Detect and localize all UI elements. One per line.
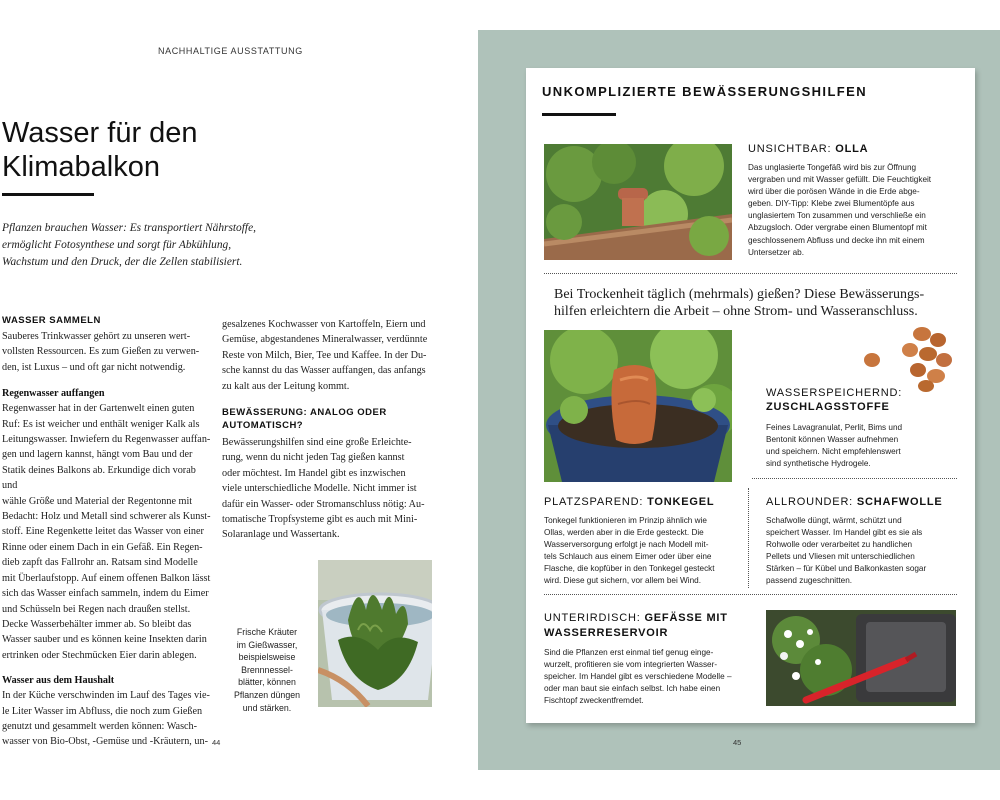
zuschlag-text — [766, 422, 961, 470]
reservoir-photo — [766, 610, 956, 706]
text-line: In der Küche verschwinden im Lauf des Tages vie- — [2, 690, 210, 702]
heading-prefix: ALLROUNDER: — [766, 496, 857, 508]
text-line: dieb zapft das Fallrohr an. Ratsam sind Modelle — [2, 557, 198, 569]
text-line: Tonkegel funktionieren im Prinzip ähnlich wie — [544, 516, 707, 525]
heading-prefix: PLATZSPAREND: — [544, 496, 648, 508]
text-line: geben. DIY-Tipp: Klebe zwei Blumentöpfe aus — [748, 199, 915, 209]
heading-line: BEWÄSSERUNG: ANALOG ODER — [222, 407, 387, 419]
text-line: oder möchtest. Im Handel gibt es inzwischen — [222, 467, 406, 479]
text-line: vergraben und mit Wasser gefüllt. Die Feuchtigkeit — [748, 175, 932, 185]
text-line: Fischtopf zweckentfremdet. — [544, 696, 644, 706]
text-line: Feines Lavagranulat, Perlit, Bims und — [766, 423, 903, 432]
subheading-regenwasser: Regenwasser auffangen — [2, 388, 105, 400]
schafwolle-heading — [766, 495, 943, 509]
quote-line: hilfen erleichtern die Arbeit – ohne Strom- und Wasseranschluss. — [554, 304, 918, 319]
tonkegel-heading — [544, 495, 714, 509]
text-line: Ruf: Es ist weicher und enthält weniger Kalk als — [2, 418, 200, 430]
divider-dotted — [544, 594, 957, 595]
text-line: sind synthetische Hydrogele. — [766, 459, 871, 469]
text-line: passend zugeschnitten. — [766, 576, 853, 586]
heading-bold: SCHAFWOLLE — [856, 496, 943, 508]
text-line: wasser von Bio-Obst, -Gemüse und -Kräutern, un- — [2, 736, 208, 748]
text-line: den, ist Luxus – und oft gar nicht notwendig. — [2, 361, 186, 373]
section-heading-bewaesserung — [222, 406, 432, 432]
text-line: Ollas, werden aber in die Erde gesteckt. Die — [544, 528, 704, 538]
text-line: sche kannst du das Wasser auffangen, das anfangs — [222, 365, 426, 377]
text-column-1 — [2, 314, 212, 750]
divider-dotted — [544, 273, 957, 274]
text-line: und speichern. Nicht empfehlenswert — [766, 447, 901, 457]
intro-line: Pflanzen brauchen Wasser: Es transportiert Nährstoffe, — [2, 222, 256, 234]
info-card — [526, 68, 975, 723]
paragraph — [2, 401, 212, 663]
text-line: sich das Wasser einfach sammeln, indem du Eimer — [2, 588, 209, 600]
text-line: Solaranlage und Wassertank. — [222, 529, 340, 541]
text-line: speicher. Im Handel gibt es verschiedene Modelle – — [544, 672, 732, 682]
text-line: le Liter Wasser im Abfluss, die noch zum Gießen — [2, 705, 203, 717]
text-line: dafür ein Wasser- oder Stromanschluss nötig: Au- — [222, 498, 425, 510]
heading-prefix: UNTERIRDISCH: — [544, 612, 645, 624]
tonkegel-photo — [544, 330, 732, 482]
caption-line: Brennnessel- — [241, 664, 293, 675]
caption-line: Frische Kräuter — [236, 627, 298, 637]
text-line: ertrinken oder Stechmücken Eier darin ablegen. — [2, 649, 197, 661]
heading-prefix: UNSICHTBAR: — [748, 143, 836, 155]
text-line: Gemüse, abgestandenes Mineralwasser, verdünnte — [222, 334, 428, 346]
card-title-rule — [542, 113, 616, 116]
pull-quote — [554, 286, 954, 320]
photo-caption — [226, 626, 308, 714]
divider-dotted — [752, 478, 957, 479]
paragraph — [222, 317, 432, 394]
text-line: genutzt und gesammelt werden können: Wasch- — [2, 720, 198, 732]
text-line: unglasiertem Ton zusammen und verschließe ein — [748, 211, 926, 221]
caption-line: und stärken. — [242, 702, 292, 713]
text-line: Flasche, die kopfüber in den Tonkegel gesteckt — [544, 564, 715, 574]
text-line: Leitungswasser. Inwiefern du Regenwasser auffan- — [2, 434, 211, 446]
text-line: Bedacht: Holz und Metall sind schwerer als Kunst- — [2, 511, 211, 523]
title-rule — [2, 193, 94, 196]
text-line: Statik deines Balkons ab. Erkundige dich vorab und — [2, 464, 196, 492]
heading-bold: WASSERRESERVOIR — [544, 627, 669, 639]
page-title-line-2: Klimabalkon — [2, 151, 160, 183]
text-line: vollsten Ressourcen. Es zum Gießen zu verwen- — [2, 346, 200, 358]
caption-line: blätter, können — [238, 677, 296, 688]
text-line: Abzugsloch. Oder vergrabe einen Blumentopf mit — [748, 223, 927, 233]
text-line: speichert Wasser. Im Handel gibt es sie als — [766, 528, 923, 538]
text-line: zu kalt aus der Leitung kommt. — [222, 380, 350, 392]
text-line: wird über die porösen Wände in die Erde abge- — [748, 187, 920, 197]
tonkegel-illustration — [544, 330, 732, 482]
heading-prefix: WASSERSPEICHERND: — [766, 387, 903, 399]
text-line: Wasserversorgung erfolgt je nach Modell mit- — [544, 540, 709, 550]
olla-text — [748, 162, 963, 259]
heading-bold: ZUSCHLAGSSTOFFE — [766, 401, 890, 413]
intro-line: Wachstum und den Druck, der die Zellen stabilisiert. — [2, 256, 243, 268]
text-line: Wasser sauber und es können keine Insekten darin — [2, 634, 207, 646]
running-head: NACHHALTIGE AUSSTATTUNG — [158, 46, 303, 56]
text-line: Regenwasser hat in der Gartenwelt einen guten — [2, 403, 195, 415]
text-line: Sind die Pflanzen erst einmal tief genug einge- — [544, 648, 714, 657]
page-title — [2, 116, 302, 184]
schafwolle-text — [766, 515, 966, 588]
text-line: mit Überlaufstopp. Auf einem offenen Balkon lässt — [2, 572, 211, 584]
text-line: wähle Größe und Material der Regentonne mit — [2, 495, 193, 507]
divider-dotted-vertical — [748, 488, 749, 588]
text-line: gen und lagern kannst, hängt vom Bau und der — [2, 449, 193, 461]
zuschlag-heading — [766, 386, 902, 414]
heading-bold: OLLA — [835, 143, 869, 155]
text-line: geschlossenem Abfluss und decke ihn mit einem — [748, 235, 925, 245]
text-line: wurzelt, profitieren sie vom integrierten Wasser- — [544, 660, 718, 670]
herb-bucket-illustration — [318, 560, 432, 707]
text-line: Schafwolle düngt, wärmt, schützt und — [766, 516, 902, 525]
text-column-2 — [222, 317, 432, 543]
text-line: Untersetzer ab. — [748, 247, 804, 257]
page-number-right: 45 — [733, 738, 742, 747]
caption-line: im Gießwasser, — [236, 639, 298, 650]
text-line: rung, wenn du nicht jeden Tag gießen kannst — [222, 452, 405, 464]
page-number-left: 44 — [212, 738, 221, 747]
text-line: Bewässerungshilfen sind eine große Erleichte- — [222, 437, 412, 449]
text-line: Stärken – für Kübel und Balkonkasten sogar — [766, 564, 927, 574]
text-line: oder man baut sie einfach selbst. Ich habe einen — [544, 684, 721, 694]
text-line: Reste von Milch, Bier, Tee und Kaffee. In der Du- — [222, 349, 427, 361]
reservoir-illustration — [766, 610, 956, 706]
text-line: Decke Wasserbehälter immer ab. So bleibt das — [2, 618, 192, 630]
section-heading-wasser-sammeln: WASSER SAMMELN — [2, 315, 101, 326]
text-line: gesalzenes Kochwasser von Kartoffeln, Eiern und — [222, 319, 426, 330]
text-line: tomatische Tropfsysteme gibt es auch mit Mini- — [222, 514, 418, 526]
olla-photo — [544, 144, 732, 260]
heading-bold: GEFÄSSE MIT — [644, 612, 728, 624]
text-line: stoff. Eine Regenkette leitet das Wasser von einer — [2, 526, 204, 538]
paragraph — [2, 329, 212, 375]
heading-line: AUTOMATISCH? — [222, 420, 304, 432]
text-line: wird. Diese gut sichern, vor allem bei Wind. — [544, 576, 701, 586]
caption-line: beispielsweise — [238, 652, 296, 663]
text-line: viele unterschiedliche Modelle. Nicht immer ist — [222, 483, 417, 495]
heading-bold: TONKEGEL — [647, 496, 715, 508]
intro-text — [2, 220, 287, 271]
caption-line: Pflanzen düngen — [233, 689, 301, 700]
paragraph — [2, 688, 212, 750]
reservoir-text — [544, 647, 764, 707]
intro-line: ermöglicht Fotosynthese und sorgt für Abkühlung, — [2, 239, 232, 251]
quote-line: Bei Trockenheit täglich (mehrmals) gießen? Diese Bewässerungs- — [554, 287, 925, 302]
page-title-line-1: Wasser für den — [2, 117, 198, 149]
text-line: und Schüsseln bei Regen nach draußen stellst. — [2, 603, 191, 615]
paragraph — [222, 435, 432, 543]
reservoir-heading — [544, 611, 728, 641]
subheading-haushalt: Wasser aus dem Haushalt — [2, 675, 115, 687]
olla-illustration — [544, 144, 732, 260]
tonkegel-text — [544, 515, 744, 588]
herb-bucket-photo — [318, 560, 432, 707]
card-title: UNKOMPLIZIERTE BEWÄSSERUNGSHILFEN — [542, 84, 867, 99]
text-line: Pellets und Vliesen mit unterschiedlichen — [766, 552, 915, 562]
text-line: Rohwolle oder verarbeitet zu handlichen — [766, 540, 913, 550]
text-line: Bentonit können Wasser aufnehmen — [766, 435, 899, 445]
text-line: Sauberes Trinkwasser gehört zu unseren wert- — [2, 331, 191, 342]
text-line: Das unglasierte Tongefäß wird bis zur Öffnung — [748, 163, 917, 172]
olla-heading — [748, 142, 868, 156]
text-line: tels Schlauch aus einem Eimer oder über eine — [544, 552, 712, 562]
text-line: Rinne oder einem Dach in ein Gefäß. Ein Regen- — [2, 541, 203, 553]
